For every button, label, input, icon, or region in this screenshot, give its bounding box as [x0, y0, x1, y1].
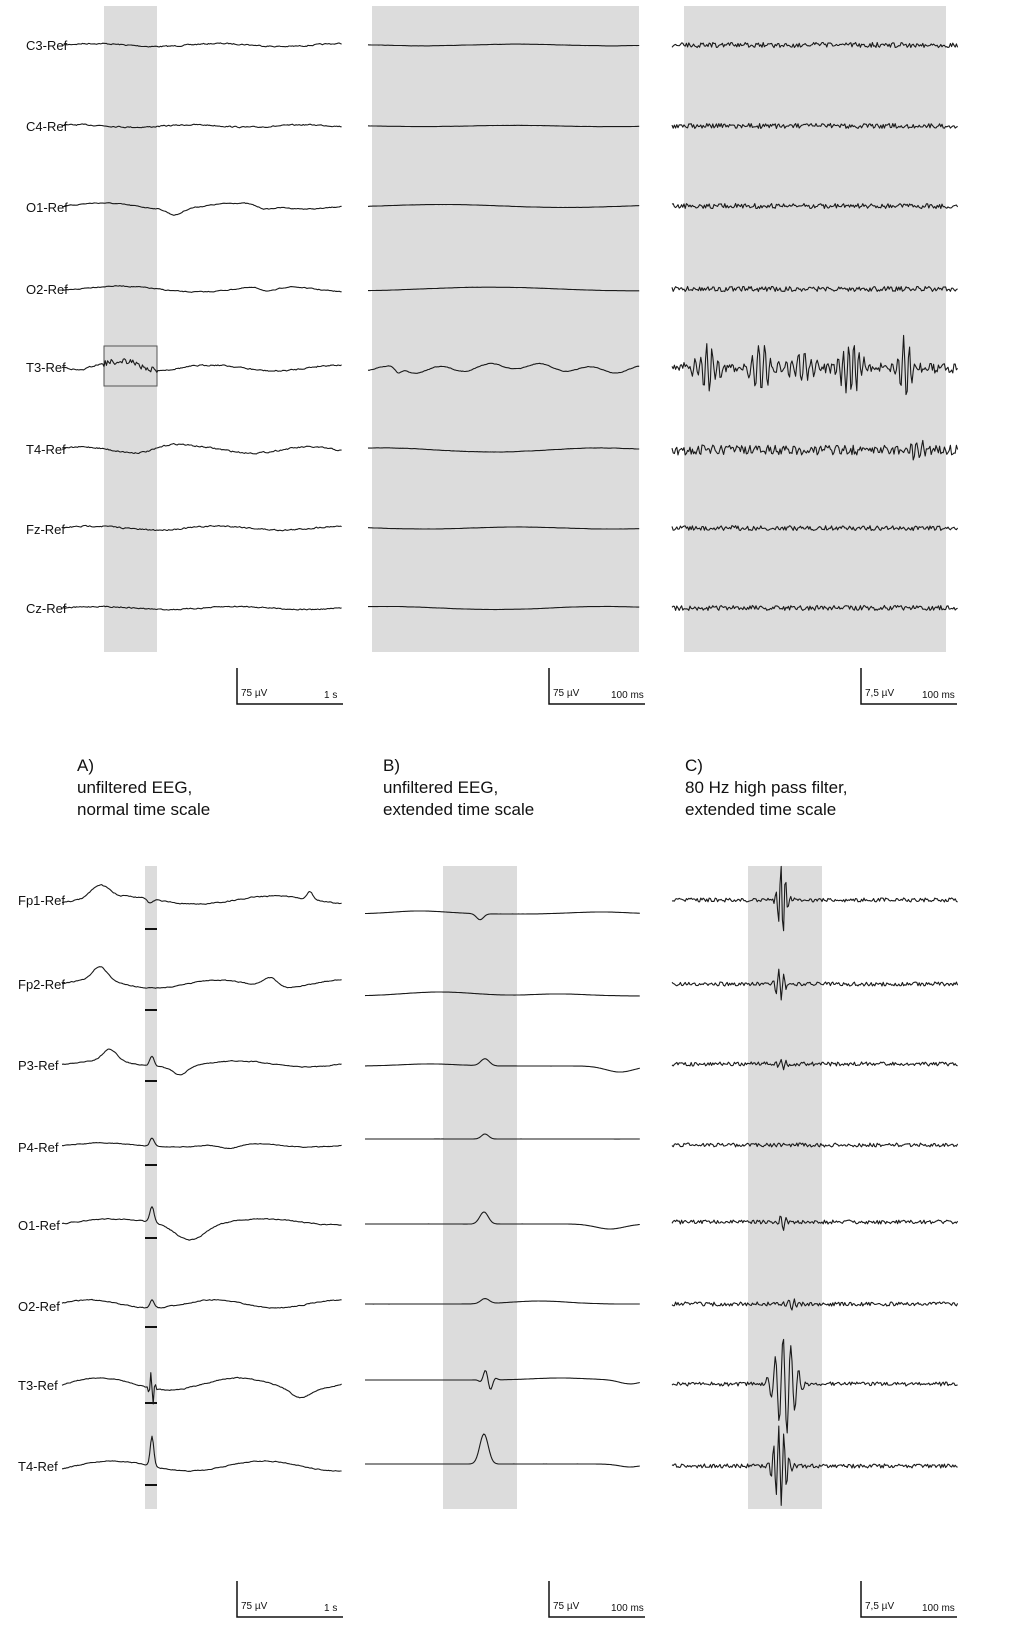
trace-bottom-a-fp1	[62, 885, 342, 905]
trace-top-a-o2	[62, 286, 342, 293]
trace-bottom-a-o1	[62, 1207, 342, 1241]
top-channel-labels	[26, 38, 68, 616]
shade-bottom-c	[748, 866, 822, 1509]
bottom-label-fp1: Fp1-Ref	[18, 893, 65, 908]
scalebar-top-b-amp: 75 µV	[553, 688, 580, 699]
trace-top-a-fz	[62, 525, 342, 530]
trace-bottom-a-p3	[62, 1049, 342, 1075]
scalebar-top-a-time: 1 s	[324, 690, 338, 701]
top-label-o2: O2-Ref	[26, 282, 68, 297]
bottom-label-p3: P3-Ref	[18, 1058, 59, 1073]
scalebar-bottom-b-time: 100 ms	[611, 1603, 644, 1614]
top-label-c3: C3-Ref	[26, 38, 68, 53]
scalebar-bottom-a-time: 1 s	[324, 1603, 338, 1614]
caption-c-line1: 80 Hz high pass filter,	[685, 778, 848, 797]
top-label-c4: C4-Ref	[26, 119, 68, 134]
bottom-label-t3: T3-Ref	[18, 1378, 58, 1393]
scalebar-top-a-amp: 75 µV	[241, 688, 268, 699]
shade-bottom-a	[145, 866, 157, 1509]
caption-a-line2: normal time scale	[77, 800, 211, 819]
caption-b-line1: unfiltered EEG,	[383, 778, 499, 797]
trace-top-a-o1	[62, 203, 342, 216]
trace-top-a-c4	[62, 124, 342, 128]
scalebar-bottom-b-amp: 75 µV	[553, 1601, 580, 1612]
scalebar-bottom-c-amp: 7,5 µV	[865, 1601, 895, 1612]
trace-bottom-a-o2	[62, 1299, 342, 1308]
top-label-t3: T3-Ref	[26, 360, 66, 375]
caption-c-letter: C)	[685, 756, 703, 775]
caption-a-letter: A)	[77, 756, 94, 775]
scalebar-top-b-time: 100 ms	[611, 690, 644, 701]
shade-top-a	[104, 6, 157, 652]
trace-bottom-a-fp2	[62, 967, 342, 989]
trace-top-a-c3	[62, 43, 342, 47]
caption-b-letter: B)	[383, 756, 400, 775]
caption-a	[77, 755, 210, 821]
caption-c-line2: extended time scale	[685, 800, 837, 819]
bottom-channel-labels	[18, 893, 65, 1474]
trace-bottom-a-p4	[62, 1138, 342, 1148]
caption-a-line1: unfiltered EEG,	[77, 778, 193, 797]
top-label-t4: T4-Ref	[26, 442, 66, 457]
scalebar-bottom-a-amp: 75 µV	[241, 1601, 268, 1612]
scale-bar-labels	[241, 688, 955, 1614]
top-label-fz: Fz-Ref	[26, 522, 65, 537]
trace-top-a-t4	[62, 444, 342, 454]
caption-b-line2: extended time scale	[383, 800, 535, 819]
trace-top-a-cz	[62, 606, 342, 610]
shade-top-c	[684, 6, 946, 652]
scale-bars	[237, 668, 957, 1617]
bottom-label-o2: O2-Ref	[18, 1299, 60, 1314]
bottom-label-fp2: Fp2-Ref	[18, 977, 65, 992]
shade-bottom-b	[443, 866, 517, 1509]
caption-c	[685, 755, 848, 821]
trace-bottom-a-t3	[62, 1373, 342, 1404]
scalebar-bottom-c-time: 100 ms	[922, 1603, 955, 1614]
scalebar-top-c-amp: 7,5 µV	[865, 688, 895, 699]
trace-bottom-a-t4	[62, 1436, 342, 1471]
bottom-label-o1: O1-Ref	[18, 1218, 60, 1233]
shade-top-b	[372, 6, 639, 652]
top-label-o1: O1-Ref	[26, 200, 68, 215]
bottom-label-t4: T4-Ref	[18, 1459, 58, 1474]
bottom-label-p4: P4-Ref	[18, 1140, 59, 1155]
caption-b	[383, 755, 534, 821]
top-label-cz: Cz-Ref	[26, 601, 67, 616]
scalebar-top-c-time: 100 ms	[922, 690, 955, 701]
